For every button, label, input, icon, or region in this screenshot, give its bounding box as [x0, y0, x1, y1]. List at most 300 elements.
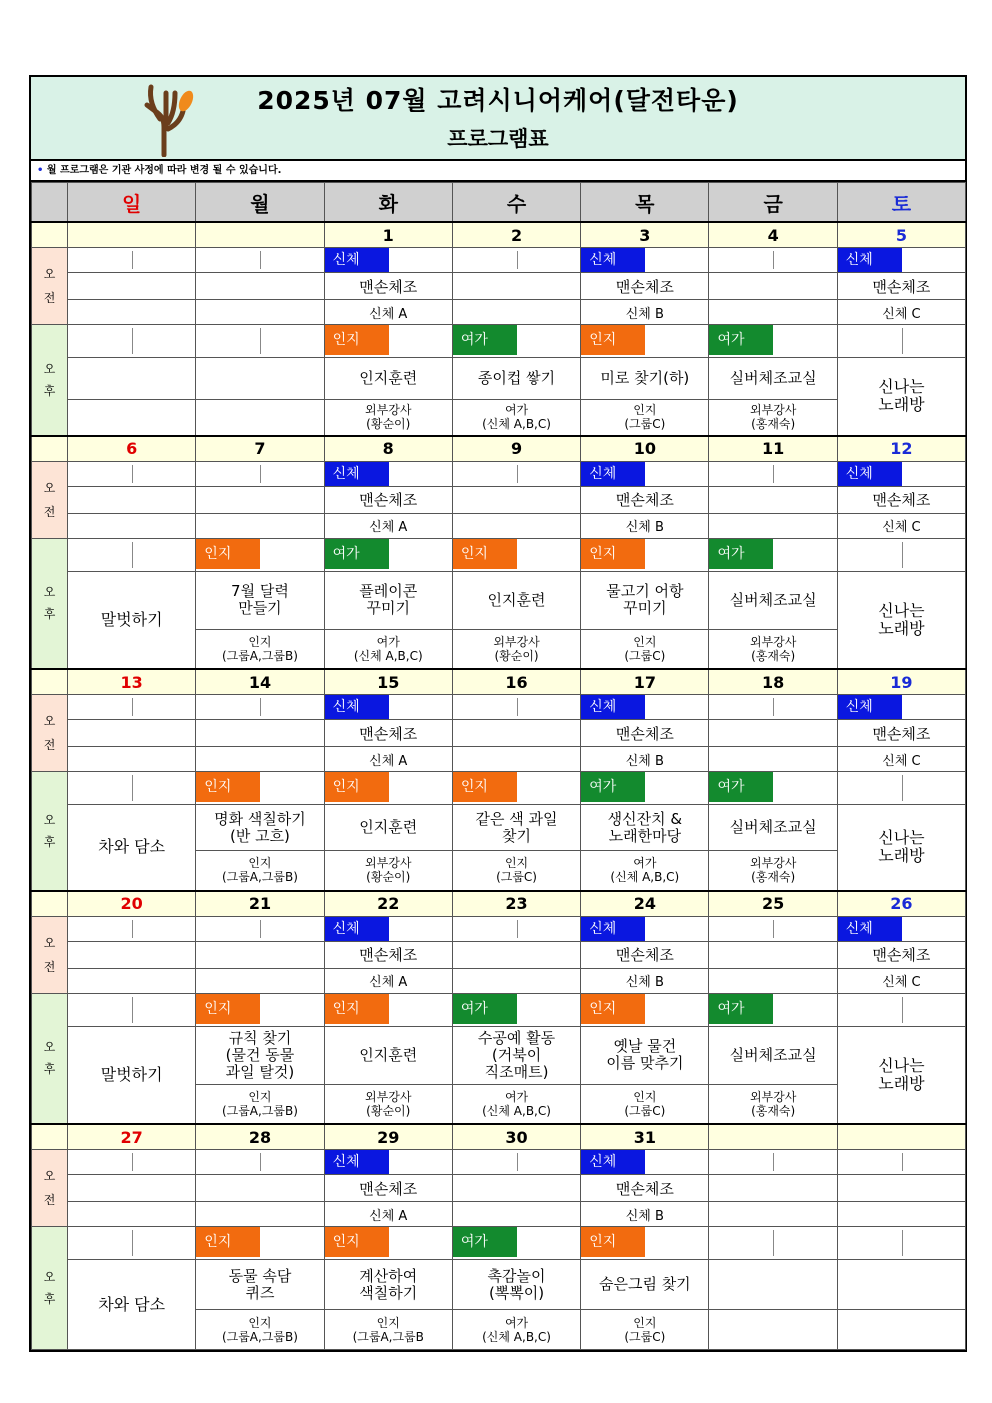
- pm-tag-cell: [324, 772, 452, 805]
- am-label: 오 전: [32, 461, 68, 538]
- pm-activity: 신나는 노래방: [837, 805, 965, 891]
- pm-activity: 차와 담소: [68, 1260, 196, 1350]
- category-tag: 신체: [838, 462, 902, 486]
- am-tag-cell: [709, 916, 837, 941]
- pm-label: 오 후: [32, 325, 68, 436]
- am-tag-cell: [837, 695, 965, 720]
- date-row: [32, 891, 966, 917]
- pm-tag-cell: [581, 772, 709, 805]
- tag-divider: [517, 698, 518, 716]
- am-tag-cell: [452, 248, 580, 273]
- notice-bullet: •: [37, 165, 44, 176]
- header: [31, 77, 965, 161]
- tag-divider: [132, 542, 133, 568]
- am-subtitle: [709, 747, 837, 772]
- date-cell: 13: [68, 669, 196, 695]
- tag-divider: [517, 920, 518, 938]
- date-cell: 7: [196, 436, 324, 462]
- am-subtitle: [709, 300, 837, 325]
- category-tag: 신체: [838, 695, 902, 719]
- program-sheet: [29, 75, 967, 1352]
- date-cell: 9: [452, 436, 580, 462]
- date-cell: 25: [709, 891, 837, 917]
- date-cell: 18: [709, 669, 837, 695]
- am-subtitle: [452, 300, 580, 325]
- category-tag: 인지: [453, 539, 517, 569]
- am-subtitle: 신체 B: [581, 747, 709, 772]
- tag-divider: [132, 251, 133, 269]
- date-cell: 1: [324, 222, 452, 248]
- tag-divider: [902, 1230, 903, 1256]
- am-activity: [452, 941, 580, 968]
- am-tag-cell: [709, 461, 837, 486]
- am-activity: [709, 941, 837, 968]
- pm-activity: 같은 색 과일 찾기: [452, 805, 580, 851]
- tag-divider: [902, 328, 903, 354]
- am-activity: 맨손체조: [837, 941, 965, 968]
- pm-tag-cell: [837, 325, 965, 358]
- pm-tag-cell: [68, 538, 196, 571]
- category-tag: 신체: [838, 917, 902, 941]
- pm-subtitle: [196, 400, 324, 436]
- page-title: 2025년 07월 고려시니어케어(달전타운): [257, 86, 739, 115]
- category-tag: 신체: [581, 695, 645, 719]
- category-tag: 인지: [325, 325, 389, 355]
- category-tag: 인지: [581, 1227, 645, 1257]
- category-tag: 신체: [581, 917, 645, 941]
- am-tag-cell: [581, 916, 709, 941]
- pm-subtitle: 여가 (신체 A,B,C): [581, 851, 709, 891]
- tag-divider: [902, 997, 903, 1023]
- am-label: 오 전: [32, 248, 68, 325]
- category-tag: 인지: [196, 772, 260, 802]
- pm-tag-cell: [324, 993, 452, 1026]
- am-activity: [452, 486, 580, 513]
- am-activity: 맨손체조: [324, 941, 452, 968]
- am-subtitle: [68, 300, 196, 325]
- am-activity-row: [32, 720, 966, 747]
- tag-divider: [260, 698, 261, 716]
- tag-divider: [132, 328, 133, 354]
- date-row: [32, 222, 966, 248]
- tag-divider: [132, 997, 133, 1023]
- pm-subtitle: 인지 (그룹C): [452, 851, 580, 891]
- am-activity: 맨손체조: [324, 486, 452, 513]
- date-cell: 6: [68, 436, 196, 462]
- tag-divider: [132, 465, 133, 483]
- day-thu: 목: [581, 183, 709, 223]
- pm-activity: 7월 달력 만들기: [196, 571, 324, 629]
- am-subtitle: [196, 968, 324, 993]
- am-tag-cell: [837, 461, 965, 486]
- pm-tag-cell: [837, 1227, 965, 1260]
- pm-tag-row: [32, 772, 966, 805]
- pm-activity: 수공예 활동 (거북이 직조매트): [452, 1026, 580, 1084]
- am-activity: [196, 941, 324, 968]
- category-tag: 신체: [325, 1150, 389, 1174]
- am-tag-row: [32, 1150, 966, 1175]
- am-subtitle: [709, 968, 837, 993]
- pm-label: 오 후: [32, 538, 68, 669]
- category-tag: 여가: [453, 1227, 517, 1257]
- pm-tag-cell: [68, 993, 196, 1026]
- day-sat: 토: [837, 183, 965, 223]
- day-wed: 수: [452, 183, 580, 223]
- pm-activity: 말벗하기: [68, 1026, 196, 1124]
- am-activity: [709, 720, 837, 747]
- pm-label: 오 후: [32, 772, 68, 891]
- pm-activity: 명화 색칠하기 (반 고흐): [196, 805, 324, 851]
- pm-subtitle: 인지 (그룹A,그룹B): [196, 1310, 324, 1350]
- category-tag: 인지: [325, 1227, 389, 1257]
- pm-activity: 물고기 어항 꾸미기: [581, 571, 709, 629]
- date-cell: 4: [709, 222, 837, 248]
- date-cell: [709, 1124, 837, 1150]
- am-subtitle: 신체 C: [837, 300, 965, 325]
- am-tag-cell: [324, 1150, 452, 1175]
- am-label: 오 전: [32, 1150, 68, 1227]
- pm-activity: [196, 358, 324, 400]
- am-tag-cell: [324, 695, 452, 720]
- am-subtitle: [196, 747, 324, 772]
- pm-tag-cell: [709, 325, 837, 358]
- day-tue: 화: [324, 183, 452, 223]
- date-cell: 10: [581, 436, 709, 462]
- date-row: [32, 669, 966, 695]
- pm-subtitle: 외부강사 (황순이): [324, 1084, 452, 1124]
- pm-subtitle: 외부강사 (홍재숙): [709, 629, 837, 669]
- category-tag: 인지: [325, 772, 389, 802]
- category-tag: 신체: [581, 462, 645, 486]
- category-tag: 인지: [581, 539, 645, 569]
- pm-subtitle: 인지 (그룹A,그룹B: [324, 1310, 452, 1350]
- am-tag-cell: [837, 1150, 965, 1175]
- am-sub-row: [32, 513, 966, 538]
- pm-tag-cell: [581, 993, 709, 1026]
- pm-activity: 인지훈련: [324, 805, 452, 851]
- am-tag-cell: [196, 248, 324, 273]
- pm-subtitle: 인지 (그룹C): [581, 1084, 709, 1124]
- date-cell: 19: [837, 669, 965, 695]
- pm-tag-cell: [452, 325, 580, 358]
- am-tag-cell: [837, 248, 965, 273]
- date-row: [32, 436, 966, 462]
- category-tag: 인지: [196, 1227, 260, 1257]
- day-mon: 월: [196, 183, 324, 223]
- date-cell: 26: [837, 891, 965, 917]
- am-tag-cell: [452, 695, 580, 720]
- pm-subtitle: 외부강사 (홍재숙): [709, 1084, 837, 1124]
- date-cell: 5: [837, 222, 965, 248]
- pm-tag-cell: [68, 772, 196, 805]
- am-activity: [709, 273, 837, 300]
- category-tag: 신체: [581, 248, 645, 272]
- pm-activity: 미로 찾기(하): [581, 358, 709, 400]
- date-corner: [32, 436, 68, 462]
- pm-activity: 숨은그림 찾기: [581, 1260, 709, 1310]
- pm-activity-row: [32, 358, 966, 400]
- am-subtitle: [452, 1202, 580, 1227]
- pm-subtitle: 여가 (신체 A,B,C): [452, 400, 580, 436]
- pm-tag-cell: [324, 1227, 452, 1260]
- pm-tag-cell: [709, 538, 837, 571]
- pm-activity: [709, 1260, 837, 1310]
- date-cell: 16: [452, 669, 580, 695]
- tag-divider: [132, 775, 133, 801]
- am-activity: 맨손체조: [837, 273, 965, 300]
- pm-tag-cell: [837, 538, 965, 571]
- pm-subtitle: 외부강사 (황순이): [324, 400, 452, 436]
- am-subtitle: 신체 A: [324, 747, 452, 772]
- date-cell: 15: [324, 669, 452, 695]
- am-activity-row: [32, 941, 966, 968]
- am-activity: 맨손체조: [324, 273, 452, 300]
- tag-divider: [260, 251, 261, 269]
- tag-divider: [132, 698, 133, 716]
- pm-activity: 신나는 노래방: [837, 358, 965, 436]
- am-subtitle: [196, 513, 324, 538]
- pm-tag-cell: [709, 993, 837, 1026]
- am-subtitle: [196, 1202, 324, 1227]
- category-tag: 신체: [838, 248, 902, 272]
- pm-subtitle: 외부강사 (황순이): [324, 851, 452, 891]
- am-activity-row: [32, 486, 966, 513]
- am-tag-cell: [196, 916, 324, 941]
- pm-activity: 촉감놀이 (뽁뽁이): [452, 1260, 580, 1310]
- am-subtitle: 신체 B: [581, 300, 709, 325]
- pm-activity: [837, 1260, 965, 1310]
- tag-divider: [260, 465, 261, 483]
- date-cell: 21: [196, 891, 324, 917]
- pm-tag-cell: [68, 1227, 196, 1260]
- date-cell: 23: [452, 891, 580, 917]
- pm-activity: 계산하여 색칠하기: [324, 1260, 452, 1310]
- am-subtitle: 신체 C: [837, 747, 965, 772]
- am-activity: [709, 1175, 837, 1202]
- am-activity: 맨손체조: [581, 720, 709, 747]
- category-tag: 인지: [581, 994, 645, 1024]
- am-activity: 맨손체조: [324, 1175, 452, 1202]
- pm-tag-cell: [709, 772, 837, 805]
- pm-activity-row: [32, 805, 966, 851]
- pm-activity: 인지훈련: [324, 358, 452, 400]
- category-tag: 여가: [709, 539, 773, 569]
- date-cell: [196, 222, 324, 248]
- date-cell: 20: [68, 891, 196, 917]
- pm-tag-cell: [837, 772, 965, 805]
- am-activity-row: [32, 273, 966, 300]
- category-tag: 신체: [581, 1150, 645, 1174]
- pm-subtitle: 인지 (그룹C): [581, 400, 709, 436]
- tag-divider: [902, 1153, 903, 1171]
- pm-tag-cell: [452, 772, 580, 805]
- am-tag-cell: [709, 1150, 837, 1175]
- am-tag-row: [32, 695, 966, 720]
- category-tag: 인지: [325, 994, 389, 1024]
- date-cell: 31: [581, 1124, 709, 1150]
- pm-activity: 차와 담소: [68, 805, 196, 891]
- am-subtitle: 신체 A: [324, 513, 452, 538]
- am-activity: 맨손체조: [581, 273, 709, 300]
- pm-tag-cell: [581, 1227, 709, 1260]
- date-cell: 24: [581, 891, 709, 917]
- pm-subtitle: 외부강사 (황순이): [452, 629, 580, 669]
- date-corner: [32, 1124, 68, 1150]
- am-subtitle: 신체 A: [324, 1202, 452, 1227]
- tag-divider: [132, 920, 133, 938]
- date-cell: 29: [324, 1124, 452, 1150]
- am-activity: [196, 486, 324, 513]
- am-subtitle: [68, 1202, 196, 1227]
- pm-activity: 규칙 찾기 (물건 동물 과일 탈것): [196, 1026, 324, 1084]
- am-activity: [837, 1175, 965, 1202]
- pm-activity: 말벗하기: [68, 571, 196, 669]
- date-cell: 14: [196, 669, 324, 695]
- pm-label: 오 후: [32, 1227, 68, 1350]
- pm-subtitle: 인지 (그룹A,그룹B): [196, 629, 324, 669]
- am-tag-cell: [196, 461, 324, 486]
- am-subtitle: 신체 B: [581, 968, 709, 993]
- pm-tag-cell: [324, 538, 452, 571]
- pm-activity: [68, 358, 196, 400]
- am-tag-cell: [709, 248, 837, 273]
- pm-subtitle: 인지 (그룹C): [581, 1310, 709, 1350]
- am-tag-row: [32, 461, 966, 486]
- am-tag-cell: [324, 248, 452, 273]
- date-cell: 27: [68, 1124, 196, 1150]
- pm-activity: 플레이콘 꾸미기: [324, 571, 452, 629]
- pm-subtitle: 인지 (그룹C): [581, 629, 709, 669]
- category-tag: 여가: [581, 772, 645, 802]
- am-activity: [196, 720, 324, 747]
- pm-subtitle: 여가 (신체 A,B,C): [324, 629, 452, 669]
- corner-cell: [32, 183, 68, 223]
- am-activity: 맨손체조: [324, 720, 452, 747]
- am-subtitle: [196, 300, 324, 325]
- pm-activity: 실버체조교실: [709, 805, 837, 851]
- pm-activity: 인지훈련: [452, 571, 580, 629]
- am-tag-cell: [452, 916, 580, 941]
- am-activity: [452, 1175, 580, 1202]
- pm-tag-cell: [324, 325, 452, 358]
- pm-tag-cell: [452, 993, 580, 1026]
- category-tag: 여가: [325, 539, 389, 569]
- pm-subtitle: 여가 (신체 A,B,C): [452, 1084, 580, 1124]
- date-cell: [68, 222, 196, 248]
- date-cell: 3: [581, 222, 709, 248]
- day-sun: 일: [68, 183, 196, 223]
- am-tag-cell: [68, 1150, 196, 1175]
- am-subtitle: [68, 747, 196, 772]
- pm-tag-cell: [581, 325, 709, 358]
- pm-tag-cell: [452, 538, 580, 571]
- am-subtitle: 신체 A: [324, 968, 452, 993]
- pm-subtitle: [709, 1310, 837, 1350]
- pm-activity-row: [32, 1026, 966, 1084]
- pm-activity: 신나는 노래방: [837, 1026, 965, 1124]
- pm-subtitle: [68, 400, 196, 436]
- am-sub-row: [32, 968, 966, 993]
- tag-divider: [773, 920, 774, 938]
- am-tag-row: [32, 248, 966, 273]
- am-activity-row: [32, 1175, 966, 1202]
- am-subtitle: 신체 B: [581, 1202, 709, 1227]
- category-tag: 인지: [196, 539, 260, 569]
- pm-tag-cell: [709, 1227, 837, 1260]
- am-subtitle: [68, 968, 196, 993]
- tag-divider: [517, 465, 518, 483]
- pm-tag-cell: [196, 538, 324, 571]
- am-activity: [68, 486, 196, 513]
- am-activity: [196, 1175, 324, 1202]
- am-subtitle: [452, 747, 580, 772]
- pm-activity-row: [32, 1260, 966, 1310]
- am-activity: [709, 486, 837, 513]
- am-activity: 맨손체조: [581, 941, 709, 968]
- am-activity: [68, 720, 196, 747]
- am-subtitle: [709, 1202, 837, 1227]
- am-tag-cell: [196, 695, 324, 720]
- pm-activity: 신나는 노래방: [837, 571, 965, 669]
- pm-subtitle: 여가 (신체 A,B,C): [452, 1310, 580, 1350]
- pm-activity-row: [32, 571, 966, 629]
- am-activity: 맨손체조: [581, 486, 709, 513]
- notice-text: 월 프로그램은 기관 사정에 따라 변경 될 수 있습니다.: [46, 165, 282, 176]
- am-subtitle: 신체 A: [324, 300, 452, 325]
- am-subtitle: [452, 513, 580, 538]
- date-corner: [32, 891, 68, 917]
- pm-tag-cell: [196, 325, 324, 358]
- pm-activity: 생신잔치 & 노래한마당: [581, 805, 709, 851]
- am-label: 오 전: [32, 695, 68, 772]
- category-tag: 신체: [325, 695, 389, 719]
- date-cell: 17: [581, 669, 709, 695]
- category-tag: 여가: [709, 772, 773, 802]
- am-subtitle: [709, 513, 837, 538]
- pm-activity: 실버체조교실: [709, 1026, 837, 1084]
- weekday-header-row: [32, 183, 966, 223]
- pm-tag-cell: [196, 993, 324, 1026]
- tag-divider: [773, 465, 774, 483]
- pm-activity: 동물 속담 퀴즈: [196, 1260, 324, 1310]
- pm-subtitle: 외부강사 (홍재숙): [709, 851, 837, 891]
- notice: [31, 161, 965, 182]
- category-tag: 인지: [453, 772, 517, 802]
- am-label: 오 전: [32, 916, 68, 993]
- am-tag-cell: [452, 1150, 580, 1175]
- date-cell: 8: [324, 436, 452, 462]
- am-tag-cell: [68, 916, 196, 941]
- am-tag-cell: [324, 461, 452, 486]
- tag-divider: [132, 1230, 133, 1256]
- am-sub-row: [32, 300, 966, 325]
- pm-subtitle: 외부강사 (홍재숙): [709, 400, 837, 436]
- category-tag: 여가: [709, 325, 773, 355]
- am-tag-cell: [68, 248, 196, 273]
- pm-subtitle: 인지 (그룹A,그룹B): [196, 851, 324, 891]
- am-subtitle: [837, 1202, 965, 1227]
- am-tag-row: [32, 916, 966, 941]
- am-tag-cell: [196, 1150, 324, 1175]
- pm-tag-cell: [837, 993, 965, 1026]
- am-tag-cell: [324, 916, 452, 941]
- am-activity: 맨손체조: [837, 486, 965, 513]
- am-tag-cell: [452, 461, 580, 486]
- pm-tag-row: [32, 1227, 966, 1260]
- tag-divider: [902, 542, 903, 568]
- tag-divider: [132, 1153, 133, 1171]
- am-activity: [68, 941, 196, 968]
